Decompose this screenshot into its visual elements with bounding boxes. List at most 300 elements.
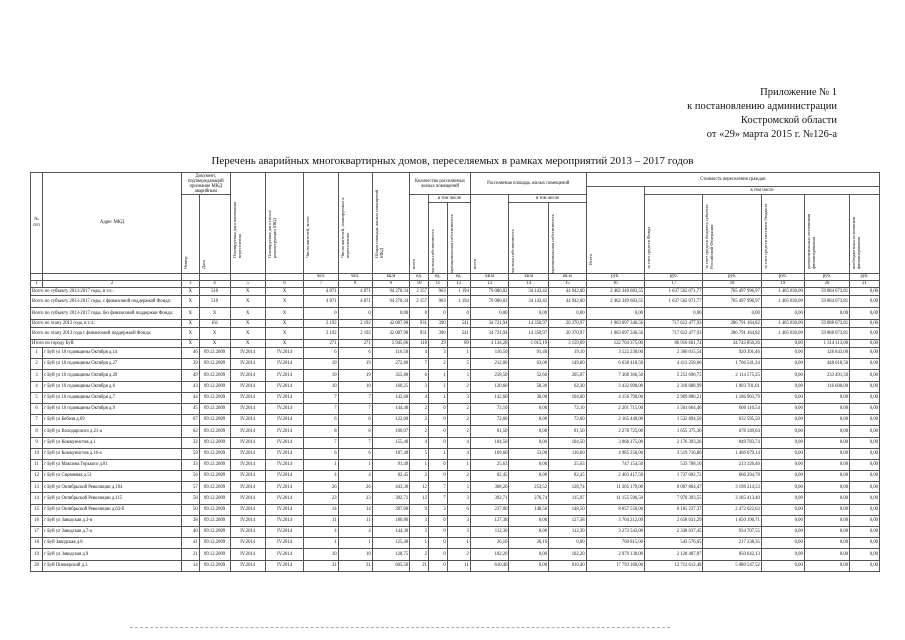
row-address: г Буй ул 10 годовщины Октября д.7: [43, 392, 182, 403]
row-address: г Буй Пионерский д.3: [43, 560, 182, 571]
table-cell: 1: [447, 538, 470, 549]
table-row: [31, 515, 880, 526]
summary-cell: 0,00: [850, 320, 880, 328]
index-cell: 14: [509, 281, 549, 288]
table-cell: IV.2014: [265, 515, 304, 526]
table-cell: 213 326,40: [703, 459, 761, 470]
table-cell: IV.2014: [230, 426, 265, 437]
table-cell: 11: [447, 560, 470, 571]
summary-label: Всего по этапу 2013 года, в т.ч.:: [31, 320, 182, 328]
index-cell: 17: [645, 281, 703, 288]
col-area-group-header: Расселяемая площадь жилых помещений: [470, 173, 586, 195]
table-cell: 4 413 258,66: [645, 359, 703, 370]
row-address: г Буй ул Максима Горького д.81: [43, 459, 182, 470]
table-cell: 128,74: [549, 482, 586, 493]
summary-label: Итого по городу Буй:: [31, 340, 182, 348]
summary-cell: X: [230, 340, 265, 348]
summary-cell: 118: [410, 340, 429, 348]
table-cell: 09.12.2009: [199, 415, 230, 426]
table-cell: 72,60: [549, 415, 586, 426]
table-cell: 10: [304, 549, 338, 560]
unit-cell: [43, 274, 182, 281]
table-cell: 12: [410, 493, 429, 504]
table-cell: IV.2014: [230, 381, 265, 392]
table-cell: 82,45: [549, 471, 586, 482]
table-cell: 0,00: [761, 493, 804, 504]
table-row: [31, 392, 880, 403]
table-cell: 0,00: [850, 370, 880, 381]
table-cell: 53,00: [509, 448, 549, 459]
row-address: г Буй ул Заводская д.7-а: [43, 527, 182, 538]
table-cell: 233 491,50: [804, 370, 849, 381]
table-cell: 6: [338, 415, 372, 426]
table-cell: 10: [304, 381, 338, 392]
table-cell: IV.2014: [230, 437, 265, 448]
table-cell: 0,00: [509, 415, 549, 426]
table-cell: 2: [447, 415, 470, 426]
unit-cell: [182, 274, 200, 281]
table-cell: 1: [428, 370, 447, 381]
summary-cell: 717 612 477,93: [645, 328, 703, 340]
table-cell: 91,49: [372, 459, 409, 470]
table-cell: 543 576,65: [645, 538, 703, 549]
table-cell: 7: [304, 437, 338, 448]
summary-label: Всего по субъекту 2013-2017 годы, с финансовой поддержкой Фонда:: [31, 296, 182, 308]
summary-cell: 0,00: [549, 308, 586, 320]
housing-table-body: [31, 274, 880, 572]
table-cell: 0,00: [850, 381, 880, 392]
table-cell: IV.2014: [265, 437, 304, 448]
unit-cell: кв.м: [470, 274, 509, 281]
table-cell: 1 501 664,46: [645, 403, 703, 414]
table-cell: 2 278 725,00: [586, 426, 644, 437]
table-cell: 1: [304, 538, 338, 549]
table-cell: 2 338 837,45: [645, 527, 703, 538]
table-cell: 6: [338, 348, 372, 359]
table-cell: 09.12.2009: [199, 515, 230, 526]
table-cell: 0,00: [761, 482, 804, 493]
table-cell: 11: [338, 515, 372, 526]
table-cell: 0,00: [804, 515, 849, 526]
row-number: 17: [31, 527, 43, 538]
table-cell: IV.2014: [265, 415, 304, 426]
summary-row: [31, 340, 880, 348]
table-cell: 23: [338, 493, 372, 504]
table-cell: 115,97: [549, 493, 586, 504]
col-doc-num-header: Номер: [183, 256, 189, 269]
table-cell: 09.12.2009: [199, 403, 230, 414]
index-cell: 13: [470, 281, 509, 288]
unit-cell: руб.: [645, 274, 703, 281]
table-cell: 2 114 575,25: [703, 370, 761, 381]
table-cell: 38: [182, 515, 200, 526]
table-cell: 2: [447, 403, 470, 414]
unit-cell: ед.: [447, 274, 470, 281]
summary-cell: 4 871: [338, 296, 372, 308]
col-doc-group-header: Документ, подтверждающий признание МКД аварийным: [182, 173, 231, 195]
summary-cell: 1 015,19: [509, 340, 549, 348]
table-cell: 8 007 864,47: [645, 482, 703, 493]
summary-cell: 86 916 661,74: [645, 340, 703, 348]
summary-cell: 1 405 030,00: [761, 320, 804, 328]
table-cell: 44: [182, 392, 200, 403]
summary-row: [31, 296, 880, 308]
table-cell: 632 595,50: [703, 415, 761, 426]
table-cell: 0,00: [509, 515, 549, 526]
table-cell: 21: [182, 549, 200, 560]
summary-cell: 34 143,42: [509, 288, 549, 296]
summary-cell: 286 791 164,82: [703, 328, 761, 340]
summary-cell: 963: [428, 288, 447, 296]
row-number: 12: [31, 471, 43, 482]
summary-cell: X: [265, 328, 304, 340]
row-number: 13: [31, 482, 43, 493]
table-cell: 43: [182, 381, 200, 392]
summary-cell: 14 350,97: [509, 320, 549, 328]
table-cell: 100,07: [372, 426, 409, 437]
table-cell: IV.2014: [230, 515, 265, 526]
summary-cell: 1 063 697 346,56: [586, 328, 644, 340]
table-cell: IV.2014: [265, 560, 304, 571]
table-cell: 12 712 612,48: [645, 560, 703, 571]
table-cell: 8: [304, 426, 338, 437]
table-cell: 1: [428, 381, 447, 392]
table-cell: 0,00: [850, 448, 880, 459]
table-cell: 9: [410, 504, 429, 515]
table-cell: 0,00: [804, 403, 849, 414]
table-cell: 533 788,10: [645, 459, 703, 470]
table-cell: 6: [410, 370, 429, 381]
table-row: [31, 448, 880, 459]
summary-cell: 34 721,94: [470, 320, 509, 328]
summary-cell: 0: [304, 308, 338, 320]
table-cell: 747 154,50: [586, 459, 644, 470]
summary-cell: 0,00: [645, 308, 703, 320]
table-cell: 31: [304, 560, 338, 571]
index-cell: 16: [586, 281, 644, 288]
table-cell: 2: [410, 403, 429, 414]
table-cell: 26: [338, 482, 372, 493]
row-number: 14: [31, 493, 43, 504]
table-cell: 0,00: [850, 426, 880, 437]
table-cell: 0,00: [850, 403, 880, 414]
col-cost-region-header: за счет средств бюджета субъекта Российской Федерации: [704, 204, 715, 269]
table-cell: 09.12.2009: [199, 504, 230, 515]
col-cost-extra-header: дополнительных источников финансирования: [805, 213, 816, 269]
table-cell: 155,40: [372, 437, 409, 448]
table-cell: 0: [428, 403, 447, 414]
table-cell: 6 165 237,37: [645, 504, 703, 515]
table-cell: 4: [304, 471, 338, 482]
table-cell: 7: [338, 437, 372, 448]
summary-cell: 4 871: [304, 296, 338, 308]
col-cost-in-that-header: в том числе: [645, 187, 880, 195]
table-cell: 19,10: [549, 348, 586, 359]
table-cell: IV.2014: [265, 482, 304, 493]
table-cell: 6: [304, 448, 338, 459]
table-cell: 127,38: [470, 515, 509, 526]
table-row: [31, 538, 880, 549]
table-cell: 5: [447, 482, 470, 493]
table-cell: 25,63: [470, 459, 509, 470]
table-cell: 0,00: [804, 437, 849, 448]
table-cell: 10: [338, 381, 372, 392]
unit-cell: кв.м: [549, 274, 586, 281]
row-number: 16: [31, 515, 43, 526]
table-cell: 0,00: [850, 560, 880, 571]
table-cell: 1 466 679,14: [703, 448, 761, 459]
table-cell: 127,38: [549, 515, 586, 526]
summary-cell: 2 462 349 683,55: [586, 296, 644, 308]
summary-label: Всего по этапу 2013 года с финансовой поддержкой Фонда:: [31, 328, 182, 340]
table-cell: 19: [304, 370, 338, 381]
table-cell: 128,75: [372, 549, 409, 560]
table-cell: IV.2014: [265, 471, 304, 482]
table-cell: IV.2014: [265, 493, 304, 504]
table-cell: 148,50: [509, 504, 549, 515]
table-cell: 1 003 701,01: [703, 381, 761, 392]
table-cell: IV.2014: [230, 459, 265, 470]
table-cell: 180,80: [372, 515, 409, 526]
summary-cell: 94 270,34: [372, 296, 409, 308]
row-number: 9: [31, 437, 43, 448]
summary-cell: 0,00: [509, 308, 549, 320]
page-footer-line: [130, 627, 670, 629]
table-cell: 1: [304, 459, 338, 470]
table-cell: 5: [410, 448, 429, 459]
table-cell: 0,00: [761, 504, 804, 515]
table-cell: IV.2014: [265, 448, 304, 459]
table-cell: 19: [304, 359, 338, 370]
table-cell: 2: [410, 415, 429, 426]
table-cell: 0: [428, 549, 447, 560]
summary-cell: 390: [428, 328, 447, 340]
unit-cell: руб.: [804, 274, 849, 281]
unit-cell: кв.м: [372, 274, 409, 281]
table-row: [31, 493, 880, 504]
summary-cell: 1 405 030,00: [761, 328, 804, 340]
index-cell: 7: [304, 281, 338, 288]
table-cell: 2 360 015,54: [645, 348, 703, 359]
table-cell: 7: [338, 403, 372, 414]
table-cell: 610,40: [470, 560, 509, 571]
table-cell: 1: [428, 448, 447, 459]
row-address: г Буй ул Сиреневая д.51: [43, 471, 182, 482]
table-cell: 25,63: [549, 459, 586, 470]
table-cell: 0,00: [761, 549, 804, 560]
summary-cell: X: [265, 320, 304, 328]
table-cell: 3: [447, 527, 470, 538]
table-row: [31, 482, 880, 493]
summary-cell: 717 612 477,93: [645, 320, 703, 328]
table-cell: 19: [338, 370, 372, 381]
table-cell: 1 655 375,36: [645, 426, 703, 437]
index-cell: 18: [703, 281, 761, 288]
table-cell: IV.2014: [230, 504, 265, 515]
row-number: 4: [31, 381, 43, 392]
table-cell: 0,00: [850, 415, 880, 426]
col-cost-fund-header: за счет средств Фонда: [646, 226, 652, 269]
index-cell: 5: [230, 281, 265, 288]
table-cell: 82,45: [470, 471, 509, 482]
table-cell: 62: [182, 426, 200, 437]
table-cell: 144,40: [372, 403, 409, 414]
table-cell: 09.12.2009: [199, 370, 230, 381]
table-cell: 0,00: [850, 392, 880, 403]
table-cell: 2 176 393,26: [645, 437, 703, 448]
table-cell: 09.12.2009: [199, 538, 230, 549]
table-cell: 09.12.2009: [199, 527, 230, 538]
table-cell: 09.12.2009: [199, 560, 230, 571]
index-cell: 19: [761, 281, 804, 288]
table-cell: 49: [182, 370, 200, 381]
summary-cell: 14 350,97: [509, 328, 549, 340]
table-cell: 0,00: [804, 482, 849, 493]
table-cell: 4: [338, 471, 372, 482]
table-cell: 0,00: [761, 403, 804, 414]
summary-cell: 931: [410, 328, 429, 340]
table-cell: 10: [338, 549, 372, 560]
summary-cell: 963: [428, 296, 447, 308]
row-address: г Буй ул Октябрьской Революции д.115: [43, 493, 182, 504]
summary-cell: 2 192: [338, 320, 372, 328]
summary-cell: 79 086,02: [470, 296, 509, 308]
table-cell: 2 201 715,00: [586, 403, 644, 414]
table-cell: 72,10: [470, 403, 509, 414]
table-cell: 3: [447, 392, 470, 403]
table-cell: 6: [338, 448, 372, 459]
table-cell: 4: [447, 437, 470, 448]
table-cell: 45: [182, 403, 200, 414]
table-cell: 2: [447, 426, 470, 437]
row-number: 20: [31, 560, 43, 571]
summary-cell: 94 270,34: [372, 288, 409, 296]
appendix-line: Костромской области: [740, 115, 837, 126]
summary-cell: 510: [199, 288, 230, 296]
table-cell: 58,30: [509, 381, 549, 392]
row-address: г Буй ул 10 годовщины Октября д.27: [43, 359, 182, 370]
col-rooms-in-that-header: в том числе: [428, 195, 470, 203]
row-number: 3: [31, 370, 43, 381]
row-address: г Буй ул Заводская д.9: [43, 549, 182, 560]
summary-cell: 0,00: [850, 296, 880, 308]
table-cell: 67: [182, 415, 200, 426]
table-cell: 26: [304, 482, 338, 493]
index-cell: 20: [804, 281, 849, 288]
table-cell: 3: [447, 493, 470, 504]
summary-cell: 541: [447, 320, 470, 328]
summary-cell: 541: [447, 328, 470, 340]
table-cell: 0,00: [761, 471, 804, 482]
summary-cell: 0,00: [372, 308, 409, 320]
summary-cell: 3 159,09: [549, 340, 586, 348]
table-cell: 0,00: [761, 459, 804, 470]
table-cell: 32: [182, 437, 200, 448]
table-cell: 1: [447, 459, 470, 470]
table-cell: 23: [304, 493, 338, 504]
row-address: г Буй Заводская д.8: [43, 538, 182, 549]
col-residents-plan-header: Число жителей, планируемых к переселению: [339, 197, 350, 258]
row-number: 2: [31, 359, 43, 370]
table-cell: 0,00: [804, 426, 849, 437]
col-cost-total-header: Всего: [587, 253, 593, 265]
summary-cell: 1 194: [447, 296, 470, 308]
table-cell: 2 318 688,99: [645, 381, 703, 392]
summary-cell: 0: [428, 308, 447, 320]
table-cell: 1 766 541,34: [703, 359, 761, 370]
summary-cell: X: [230, 288, 265, 296]
table-cell: 4 985 250,00: [586, 448, 644, 459]
table-cell: 116,60: [549, 448, 586, 459]
unit-cell: ед.: [428, 274, 447, 281]
row-number: 7: [31, 415, 43, 426]
summary-cell: 0,00: [470, 308, 509, 320]
table-cell: 09.12.2009: [199, 493, 230, 504]
table-cell: 368,26: [470, 482, 509, 493]
row-number: 15: [31, 504, 43, 515]
summary-cell: X: [182, 288, 200, 296]
table-cell: 0,00: [509, 459, 549, 470]
table-cell: 8 657 550,00: [586, 504, 644, 515]
row-address: г Буй ул 10 годовщины Октября д.9: [43, 403, 182, 414]
table-cell: 50: [182, 504, 200, 515]
table-row: [31, 527, 880, 538]
table-cell: 0,00: [804, 471, 849, 482]
table-cell: IV.2014: [265, 392, 304, 403]
table-cell: IV.2014: [230, 482, 265, 493]
table-cell: 0,00: [850, 437, 880, 448]
summary-cell: 0,00: [761, 340, 804, 348]
table-cell: 38,00: [509, 392, 549, 403]
table-cell: 09.12.2009: [199, 482, 230, 493]
row-number: 18: [31, 538, 43, 549]
summary-cell: 765 497 996,97: [703, 288, 761, 296]
table-cell: 11 305 179,00: [586, 482, 644, 493]
row-number: 1: [31, 348, 43, 359]
row-number: 19: [31, 549, 43, 560]
summary-row: [31, 328, 880, 340]
summary-cell: 4 871: [338, 288, 372, 296]
table-cell: 2 658 031,29: [645, 515, 703, 526]
table-row: [31, 415, 880, 426]
table-cell: 0,00: [804, 493, 849, 504]
table-cell: 0,00: [850, 527, 880, 538]
summary-cell: 0,00: [850, 308, 880, 320]
table-cell: 0,00: [761, 448, 804, 459]
table-cell: 1: [410, 538, 429, 549]
table-cell: 2: [410, 471, 429, 482]
summary-cell: 4 134,28: [470, 340, 509, 348]
table-cell: 7: [304, 403, 338, 414]
table-cell: 34: [182, 560, 200, 571]
table-cell: 934 707,55: [703, 527, 761, 538]
unit-cell: [265, 274, 304, 281]
table-cell: 0,00: [804, 448, 849, 459]
table-cell: 1 186 903,79: [703, 392, 761, 403]
summary-cell: 34 721,94: [470, 328, 509, 340]
table-row: [31, 381, 880, 392]
appendix-line: Приложение № 1: [760, 87, 837, 98]
table-cell: 0,00: [761, 415, 804, 426]
table-cell: 112,30: [470, 527, 509, 538]
table-cell: 0,00: [850, 471, 880, 482]
table-cell: 0: [428, 527, 447, 538]
table-cell: 09.12.2009: [199, 448, 230, 459]
table-cell: 1: [447, 348, 470, 359]
unit-cell: руб.: [586, 274, 644, 281]
table-cell: 8: [338, 426, 372, 437]
summary-cell: 4 871: [304, 288, 338, 296]
